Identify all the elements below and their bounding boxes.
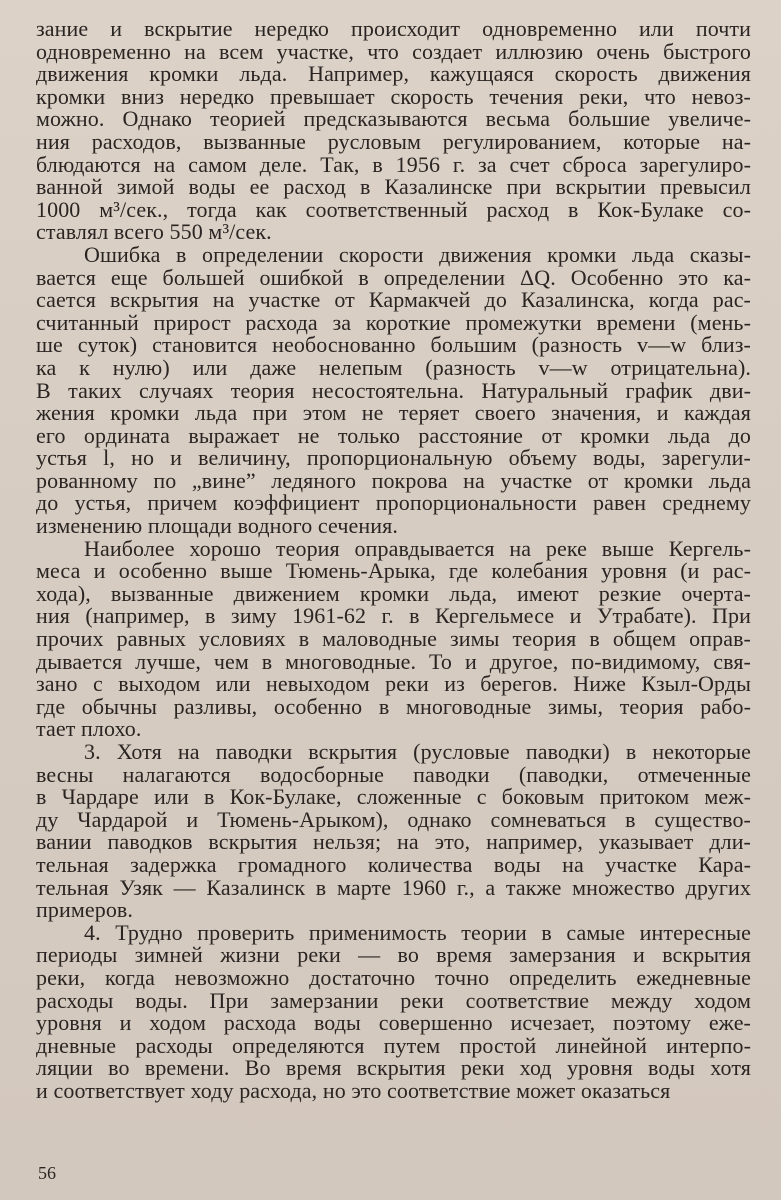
text-line: блюдаются на самом деле. Так, в 1956 г. за счет сброса зарегулиро- xyxy=(36,151,751,177)
text-line: ванной зимой воды ее расход в Казалинске при вскрытии превысил xyxy=(36,174,751,200)
text-line: тельная задержка громадного количества воды на участке Кара- xyxy=(36,851,751,877)
text-line: ставлял всего 550 м³/сек. xyxy=(36,219,272,245)
text-line: жения кромки льда при этом не теряет своего значения, и каждая xyxy=(36,400,751,426)
text-line: изменению площади водного сечения. xyxy=(36,513,398,539)
paragraph xyxy=(36,741,751,922)
text-line: вается еще большей ошибкой в определении ΔQ. Особенно это ка- xyxy=(36,264,751,290)
text-line: его ордината выражает не только расстояние от кромки льда до xyxy=(36,422,751,448)
text-line: Ошибка в определении скорости движения кромки льда сказы- xyxy=(84,241,751,267)
text-line: примеров. xyxy=(36,897,134,923)
text-line: движения кромки льда. Например, кажущаяся скорость движения xyxy=(36,61,751,87)
paragraph xyxy=(36,919,751,1103)
text-line: и соответствует ходу расхода, но это соответствие может оказаться xyxy=(36,1077,671,1103)
text-line: 3. Хотя на паводки вскрытия (русловые паводки) в некоторые xyxy=(84,739,751,764)
text-line: устья l, но и величину, пропорциональную объему воды, зарегули- xyxy=(36,445,751,471)
text-line: хода), вызванные движением кромки льда, имеют резкие очерта- xyxy=(36,580,751,606)
text-line: меса и особенно выше Тюмень-Арыка, где колебания уровня (и рас- xyxy=(36,558,751,584)
text-line: кромки вниз нередко превышает скорость течения реки, что невоз- xyxy=(36,83,751,109)
paragraph xyxy=(36,241,751,539)
text-line: В таких случаях теория несостоятельна. Натуральный график дви- xyxy=(36,377,751,403)
text-line: 1000 м³/сек., тогда как соответственный расход в Кок-Булаке со- xyxy=(36,196,751,222)
text-line: зано с выходом или невыходом реки из берегов. Ниже Кзыл-Орды xyxy=(36,671,751,697)
text-line: до устья, причем коэффициент пропорциональности равен среднему xyxy=(36,490,751,516)
text-line: рованному по „вине” ледяного покрова на участке от кромки льда xyxy=(36,467,751,493)
text-line: можно. Однако теорией предсказываются весьма большие увеличе- xyxy=(36,106,751,132)
text-line: уровня и ходом расхода воды совершенно исчезает, поэтому еже- xyxy=(36,1010,751,1036)
text-line: ду Чардарой и Тюмень-Арыком), однако сомневаться в существо- xyxy=(36,806,751,832)
text-line: ка к нулю) или даже нелепым (разность v—w отрицательна). xyxy=(36,354,751,380)
text-line: вании паводков вскрытия нельзя; на это, например, указывает дли- xyxy=(36,829,751,855)
text-line: одновременно на всем участке, что создает иллюзию очень быстрого xyxy=(36,38,751,64)
text-line: периоды зимней жизни реки — во время замерзания и вскрытия xyxy=(36,942,751,968)
text-line: ния (например, в зиму 1961-62 г. в Кергельмесе и Утрабате). При xyxy=(36,603,751,629)
text-line: дневные расходы определяются путем простой линейной интерпо- xyxy=(36,1032,751,1058)
text-line: 4. Трудно проверить применимость теории в самые интересные xyxy=(84,919,751,945)
text-line: зание и вскрытие нередко происходит одновременно или почти xyxy=(36,16,751,41)
text-line: расходы воды. При замерзании реки соответствие между ходом xyxy=(36,987,751,1013)
text-line: весны налагаются водосборные паводки (паводки, отмеченные xyxy=(36,761,751,787)
text-line: Наиболее хорошо теория оправдывается на реке выше Кергель- xyxy=(84,535,751,561)
page-body-text xyxy=(36,18,751,1103)
page-number: 56 xyxy=(38,1163,56,1183)
text-line: тает плохо. xyxy=(36,716,142,742)
text-line: прочих равных условиях в маловодные зимы теория в общем оправ- xyxy=(36,626,751,652)
text-line: считанный прирост расхода за короткие промежутки времени (мень- xyxy=(36,309,751,335)
paragraph xyxy=(36,18,751,244)
text-line: сается вскрытия на участке от Кармакчей до Казалинска, когда рас- xyxy=(36,287,751,313)
text-line: дывается лучше, чем в многоводные. То и другое, по-видимому, свя- xyxy=(36,648,751,674)
text-line: реки, когда невозможно достаточно точно определить ежедневные xyxy=(36,964,751,990)
text-line: ляции во времени. Во время вскрытия реки ход уровня воды хотя xyxy=(36,1055,751,1081)
text-line: ния расходов, вызванные русловым регулированием, которые на- xyxy=(36,128,751,154)
paragraph xyxy=(36,535,751,742)
text-line: в Чардаре или в Кок-Булаке, сложенные с боковым притоком меж- xyxy=(36,784,751,810)
text-line: где обычны разливы, особенно в многоводные зимы, теория рабо- xyxy=(36,693,751,719)
text-line: тельная Узяк — Казалинск в марте 1960 г., а также множество других xyxy=(36,874,751,900)
text-line: ше суток) становится необоснованно большим (разность v—w близ- xyxy=(36,332,751,358)
